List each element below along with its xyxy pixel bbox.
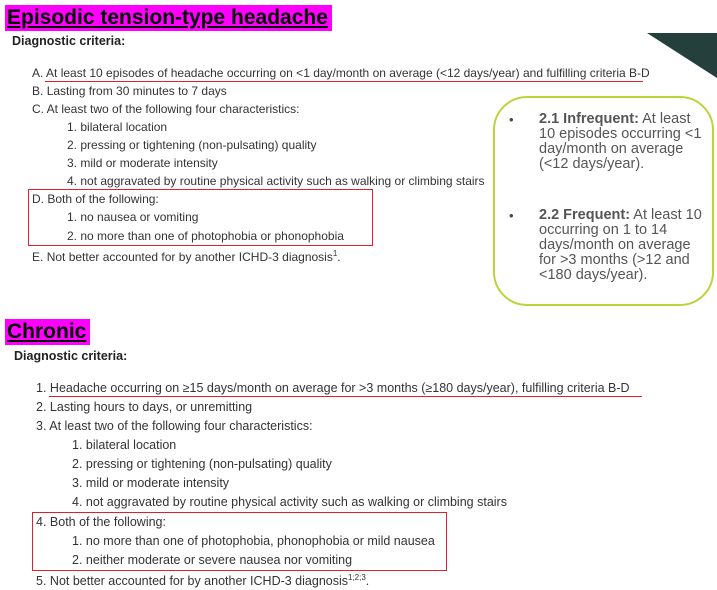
chronic-3-item-3: 3. mild or moderate intensity [72,476,230,490]
episodic-d-item-1: 1. no nausea or vomiting [67,210,199,224]
chronic-3-item-4: 4. not aggravated by routine physical activity such as walking or climbing stairs [72,495,507,509]
episodic-c-item-3: 3. mild or moderate intensity [67,156,218,170]
episodic-criterion-a: A. At least 10 episodes of headache occurring on <1 day/month on average (<12 days/year) and fulfilling criteria B-D [32,66,650,80]
chronic-criterion-3: 3. At least two of the following four characteristics: [36,419,313,433]
episodic-subtitle: Diagnostic criteria: [12,34,126,48]
episodic-c-item-2: 2. pressing or tightening (non-pulsating) quality [67,138,317,152]
callout-item-frequent: • 2.2 Frequent: At least 10 occurring on 1 to 14 days/month on average for >3 months (>12 and <180 days/year). [509,207,702,283]
callout-item-infrequent: • 2.1 Infrequent: At least 10 episodes occurring <1 day/month on average (<12 days/year). [509,111,702,172]
episodic-d-item-2: 2. no more than one of photophobia or phonophobia [67,229,344,243]
chronic-criterion-2: 2. Lasting hours to days, or unremitting [36,400,253,414]
chronic-4-item-2: 2. neither moderate or severe nausea nor vomiting [72,553,353,567]
episodic-criterion-e: E. Not better accounted for by another ICHD-3 diagnosis$^1$. [32,249,341,264]
chronic-3-item-2: 2. pressing or tightening (non-pulsating) quality [72,457,332,471]
chronic-criterion-4: 4. Both of the following: [36,515,166,529]
episodic-c-item-1: 1. bilateral location [67,120,168,134]
chronic-criterion-1: 1. Headache occurring on ≥15 days/month on average for >3 months (≥180 days/year), fulfilling criteria B-D [36,381,630,395]
episodic-criterion-c: C. At least two of the following four characteristics: [32,102,300,116]
episodic-title: Episodic tension-type headache [5,5,332,31]
chronic-title: Chronic [5,319,90,345]
chronic-criterion-5: 5. Not better accounted for by another ICHD-3 diagnosis$^{1;2;3}$. [36,573,370,589]
episodic-criterion-d: D. Both of the following: [32,192,159,206]
episodic-c-item-4: 4. not aggravated by routine physical activity such as walking or climbing stairs [67,174,485,188]
corner-decoration [647,33,717,78]
criterion-a-underline [45,81,643,82]
chronic-subtitle: Diagnostic criteria: [14,349,128,363]
criterion-1-underline [49,396,642,397]
subtype-callout [493,96,714,306]
chronic-3-item-1: 1. bilateral location [72,438,177,452]
episodic-criterion-b: B. Lasting from 30 minutes to 7 days [32,84,227,98]
chronic-4-item-1: 1. no more than one of photophobia, phonophobia or mild nausea [72,534,435,548]
